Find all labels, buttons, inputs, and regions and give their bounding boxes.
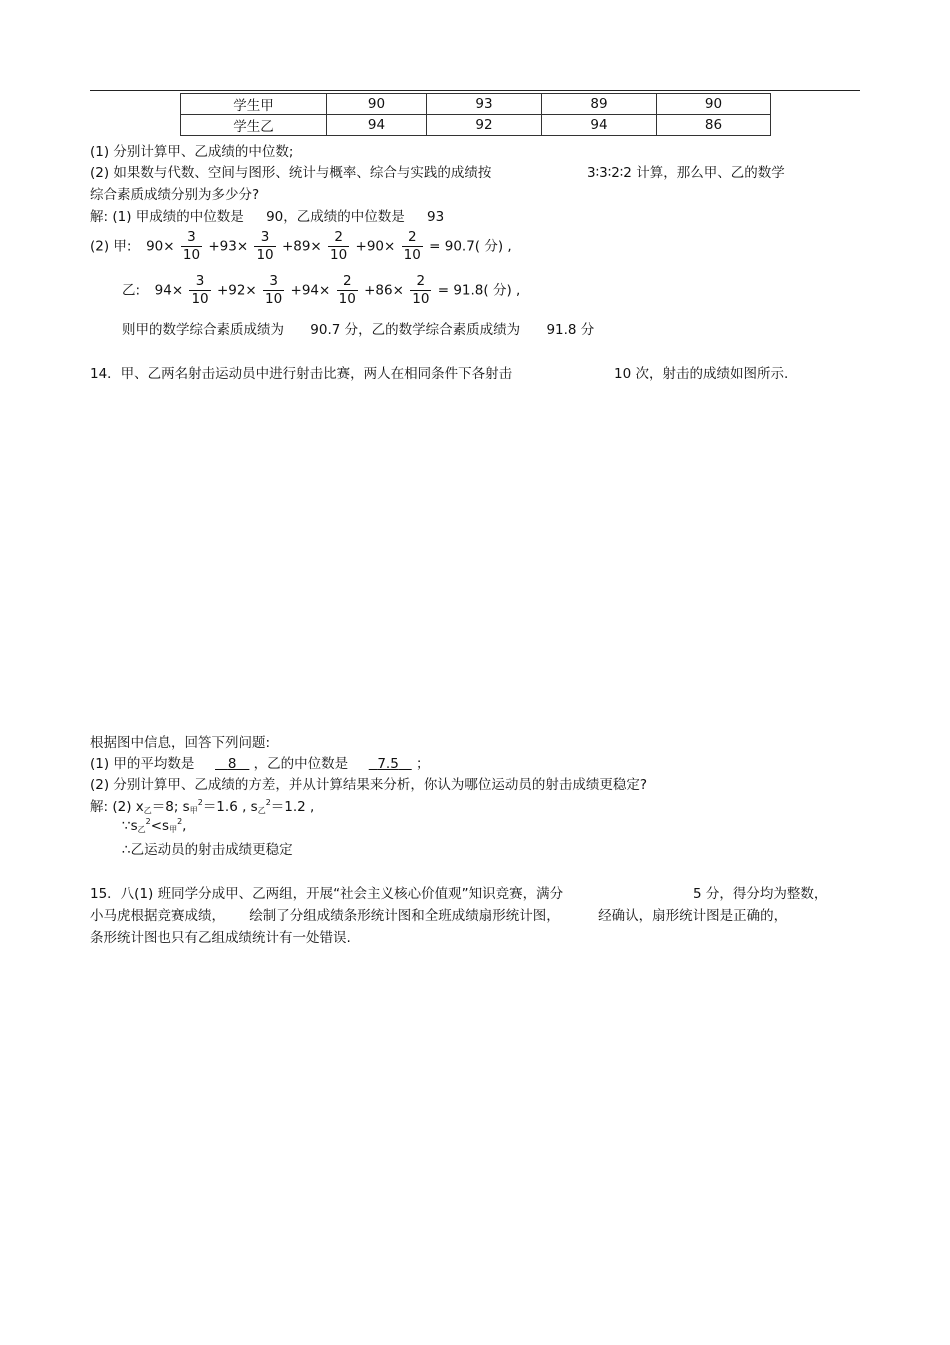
solution-value: 93 [427,209,445,225]
q13-conclusion [122,318,594,338]
question-text: 10 次，射击的成绩如图所示. [614,366,789,382]
answer-value: 8 [227,756,237,772]
solution-text: 解: (2) x [90,799,144,815]
q14-intro [90,362,789,382]
table-row [181,94,771,115]
fraction [263,273,284,308]
q13-yi-formula [122,273,520,308]
numerator: 3 [263,273,284,291]
q14-therefore: ∴乙运动员的射击成绩更稳定 [122,842,293,858]
q13-part2-text: (2) 如果数与代数、空间与图形、统计与概率、综合与实践的成绩按 [90,165,492,181]
formula-term: +94× [290,282,331,299]
formula-term: 94× [154,282,184,299]
q15-line2 [90,904,787,924]
solution-text: 解: (1) 甲成绩的中位数是 [90,209,244,225]
solution-text: ∵s [122,818,138,834]
fraction [254,229,275,264]
formula-result: = 91.8( 分) , [437,282,521,299]
question-text: 15．八(1) 班同学分成甲、乙两组，开展“社会主义核心价值观”知识竞赛，满分 [90,886,564,902]
superscript: 2 [197,798,203,807]
conclusion-text: 90.7 分，乙的数学综合素质成绩为 [310,322,521,338]
superscript: 2 [145,817,151,826]
q13-part1: (1) 分别计算甲、乙成绩的中位数; [90,144,294,160]
formula-term: 90× [146,238,175,255]
numerator: 2 [328,229,349,247]
answer-value: 7.5 [377,756,399,772]
question-text: ，乙的中位数是 [253,756,349,772]
formula-term: +92× [216,282,257,299]
q13-solution-1 [90,205,444,225]
question-text: (1) 甲的平均数是 [90,756,195,772]
table-cell: 93 [427,94,542,115]
subscript: 乙 [137,825,146,834]
superscript: 2 [177,817,183,826]
formula-term: +89× [281,238,322,255]
formula-prefix: (2) 甲: [90,238,132,255]
fraction [189,273,210,308]
q13-part2-line1 [90,161,785,181]
q13-jia-formula [90,229,512,264]
denominator: 10 [403,247,421,263]
score-table [180,93,771,136]
table-cell: 92 [427,115,542,136]
formula-prefix: 乙: [122,282,141,299]
solution-text: ＝8; s [151,799,190,815]
solution-text: ＝1.6 , s [202,799,258,815]
solution-text: , [182,818,187,834]
table-cell: 89 [542,94,657,115]
answer-blank [215,756,249,772]
denominator: 10 [338,291,356,307]
q15-line1 [90,882,828,902]
header-rule [90,90,860,91]
formula-term: +93× [208,238,249,255]
numerator: 2 [402,229,423,247]
question-text: 14．甲、乙两名射击运动员中进行射击比赛，两人在相同条件下各射击 [90,366,513,382]
denominator: 10 [330,247,348,263]
question-text: 小马虎根据竞赛成绩， [90,908,225,924]
conclusion-text: 91.8 分 [546,322,595,338]
denominator: 10 [265,291,283,307]
row-label: 学生乙 [181,115,327,136]
question-text: 经确认，扇形统计图是正确的， [598,908,788,924]
subscript: 乙 [257,806,266,815]
fraction [402,229,423,264]
table-cell: 90 [657,94,771,115]
fraction [181,229,202,264]
formula-term: +86× [364,282,404,299]
q14-because [122,817,186,835]
solution-text: ＝1.2 , [270,799,315,815]
formula-result: = 90.7( 分) , [429,238,512,255]
question-text: 绘制了分组成绩条形统计图和全班成绩扇形统计图， [249,908,560,924]
table-cell: 86 [657,115,771,136]
table-cell: 90 [327,94,427,115]
solution-text: 90，乙成绩的中位数是 [266,209,405,225]
subscript: 甲 [189,806,198,815]
fraction [328,229,349,264]
denominator: 10 [412,291,430,307]
numerator: 2 [410,273,431,291]
denominator: 10 [256,247,274,263]
formula-term: +90× [355,238,396,255]
superscript: 2 [265,798,271,807]
numerator: 3 [189,273,210,291]
fraction [337,273,358,308]
q15-line3: 条形统计图也只有乙组成绩统计有一处错误. [90,930,351,946]
table-cell: 94 [542,115,657,136]
subscript: 甲 [169,825,178,834]
denominator: 10 [182,247,201,263]
q14-part1 [90,752,430,772]
answer-blank [369,756,412,772]
table-row [181,115,771,136]
q14-part2: (2) 分别计算甲、乙成绩的方差，并从计算结果来分析，你认为哪位运动员的射击成绩更稳定? [90,777,648,793]
q14-lead: 根据图中信息，回答下列问题: [90,735,271,751]
numerator: 3 [181,229,202,247]
q13-ratio-text: 3∶3∶2∶2 计算，那么甲、乙的数学 [587,165,785,181]
table-cell: 94 [327,115,427,136]
q14-solution [90,795,314,816]
numerator: 2 [337,273,358,291]
row-label: 学生甲 [181,94,327,115]
solution-text: <s [150,818,170,834]
fraction [410,273,431,308]
conclusion-text: 则甲的数学综合素质成绩为 [122,322,284,338]
q13-part2-line2: 综合素质成绩分别为多少分? [90,187,260,203]
question-text: ； [416,756,430,772]
question-text: 5 分，得分均为整数， [693,886,828,902]
denominator: 10 [191,291,209,307]
subscript: 乙 [143,806,152,815]
numerator: 3 [254,229,275,247]
